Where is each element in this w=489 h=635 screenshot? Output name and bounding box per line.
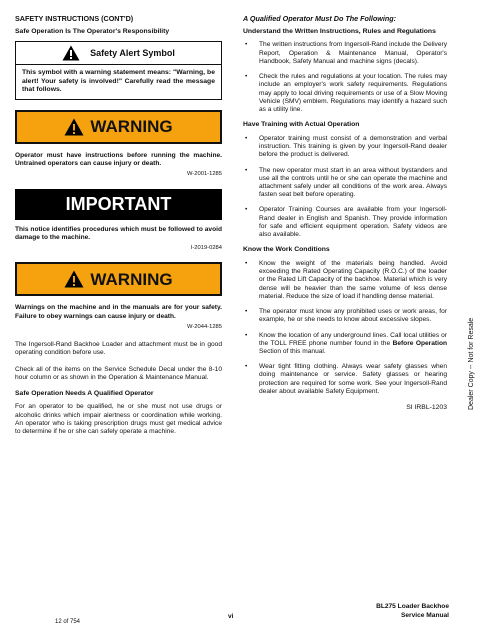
bullet-icon: • xyxy=(245,134,248,142)
paragraph: The Ingersoll-Rand Backhoe Loader and attachment must be in good operating condition before use. xyxy=(15,341,222,357)
warning-triangle-icon xyxy=(62,45,80,61)
reference-code: SI IRBL-1203 xyxy=(406,404,447,412)
warning-text: Warnings on the machine and in the manuals are for your safety. Failure to obey warnings can cause injury or death. xyxy=(15,304,222,320)
bullet-icon: • xyxy=(245,363,248,371)
footer-title: BL275 Loader Backhoe xyxy=(376,603,449,610)
list-item: • Operator training must consist of a demonstration and verbal instruction. This training is given by your Ingersoll-Rand dealer before the product is delivered. xyxy=(245,134,447,159)
section-header: SAFETY INSTRUCTIONS (CONT'D) xyxy=(15,14,134,23)
list-item: • Know the weight of the materials being handled. Avoid exceeding the Rated Operating Capacity (R.O.C.) of the loader or the Rated Lift Capacity of the backhoe. Material which is very dense will be heavier than the same volume of less dense material. Reduce the size of load if handling dense material. xyxy=(245,259,447,300)
page-count: 12 of 754 xyxy=(55,619,81,625)
sidebar-text: Dealer Copy -- Not for Resale xyxy=(468,317,475,410)
list-item: • Know the location of any underground lines. Call local utilities or the TOLL FREE phone number found in the Before Operation Section of this manual. xyxy=(245,331,447,356)
safety-alert-body: This symbol with a warning statement means: "Warning, be alert! Your safety is involved!" Carefully read the message that follows. xyxy=(22,69,215,94)
subheader: Know the Work Conditions xyxy=(243,246,330,254)
important-code: I-2019-0284 xyxy=(190,245,222,252)
warning-code: W-2044-1285 xyxy=(186,323,222,330)
safety-alert-box xyxy=(15,41,222,99)
bullet-list xyxy=(243,41,447,114)
list-item: • The operator must know any prohibited uses or work areas, for example, he or she needs to know about excessive slopes. xyxy=(245,308,447,324)
bullet-icon: • xyxy=(245,166,248,174)
bullet-list xyxy=(243,135,447,240)
bullet-icon: • xyxy=(245,331,248,339)
footer-title-block xyxy=(376,603,449,621)
warning-code: W-2001-1285 xyxy=(186,171,222,178)
bullet-icon: • xyxy=(245,73,248,81)
warning-label: WARNING xyxy=(90,269,173,289)
paragraph: Check all of the items on the Service Schedule Decal under the 8-10 hour column or as shown in the Operation & Maintenance Manual. xyxy=(15,365,222,381)
list-item: • Check the rules and regulations at your location. The rules may include an employer's work safety requirements. Regulations may apply to local driving requirements or use of a Slow Moving Vehicle (SMV) emblem. Regulations may identify a hazard such as a utility line. xyxy=(245,73,447,114)
paragraph: For an operator to be qualified, he or she must not use drugs or alcoholic drinks which impair alertness or coordination while working. An operator who is taking prescription drugs must get medical advice to determine if he or she can safely operate a machine. xyxy=(15,403,222,436)
warning-label: WARNING xyxy=(90,117,173,137)
warning-banner xyxy=(15,110,222,144)
important-label: IMPORTANT xyxy=(65,193,172,214)
safety-alert-title: Safety Alert Symbol xyxy=(90,47,175,58)
list-item: • Operator Training Courses are available from your Ingersoll-Rand dealer in English and Spanish. They provide information for safe and efficient equipment operation. Safety videos are also available. xyxy=(245,206,447,239)
bullet-list xyxy=(243,260,447,396)
subheader: Understand the Written Instructions, Rules and Regulations xyxy=(243,28,436,35)
subheader: Safe Operation Needs A Qualified Operator xyxy=(15,389,154,397)
list-item: • Wear tight fitting clothing. Always wear safety glasses when doing maintenance or service. Safety glasses or hearing protection are required for some work. See your Ingersoll-Rand dealer about available Safety Equipment. xyxy=(245,363,447,395)
bullet-icon: • xyxy=(245,259,248,267)
bullet-icon: • xyxy=(245,206,248,214)
subheader: Safe Operation Is The Operator's Responsibility xyxy=(15,28,170,35)
subheader: Have Training with Actual Operation xyxy=(243,121,360,129)
bullet-icon: • xyxy=(245,308,248,316)
list-item: • The written instructions from Ingersoll-Rand include the Delivery Report, Operation & Maintenance Manual, Operator's Handbook, Safety Manual and machine signs (decals). xyxy=(245,41,447,65)
footer-subtitle: Service Manual xyxy=(400,611,449,619)
important-text: This notice identifies procedures which must be followed to avoid damage to the machine. xyxy=(15,225,222,241)
warning-text: Operator must have instructions before running the machine. Untrained operators can cause injury or death. xyxy=(15,151,222,168)
right-column xyxy=(243,14,447,413)
warning-banner xyxy=(15,262,222,296)
important-banner xyxy=(15,189,222,220)
list-item: • The new operator must start in an area without bystanders and use all the controls until he or she can operate the machine and attachment safely under all conditions of the work area. Always fasten seat belt before operating. xyxy=(245,166,447,199)
section-header: A Qualified Operator Must Do The Following: xyxy=(243,14,397,23)
warning-triangle-icon xyxy=(64,118,84,136)
left-column xyxy=(15,14,222,444)
warning-triangle-icon xyxy=(64,270,84,288)
safety-alert-title-row xyxy=(16,42,221,65)
page-number: vi xyxy=(228,613,234,620)
before-operation-ref: Before Operation xyxy=(392,339,447,347)
bullet-icon: • xyxy=(245,41,248,49)
